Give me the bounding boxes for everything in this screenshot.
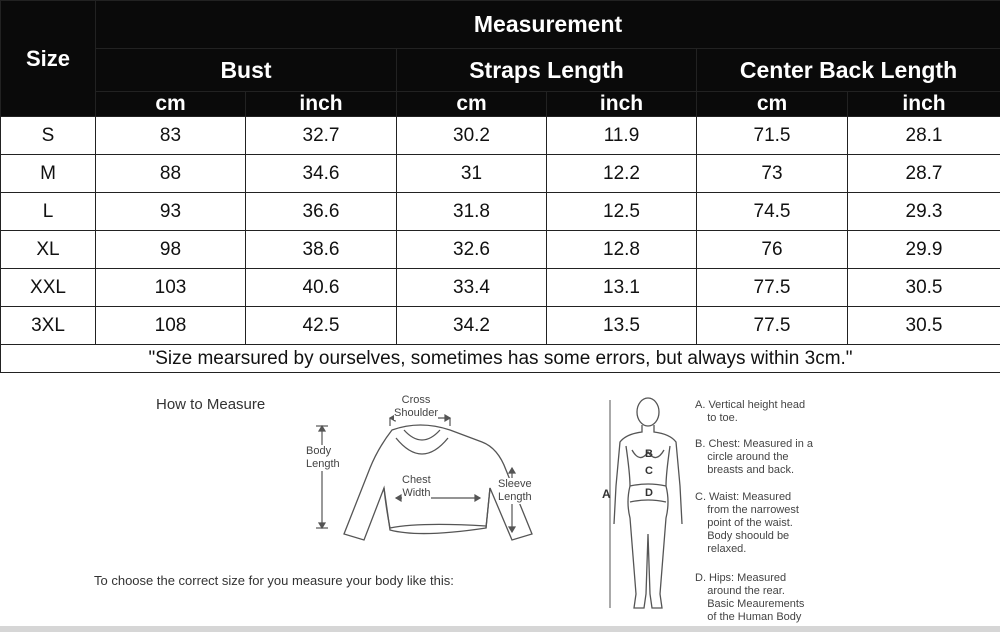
center-back-length-header: Center Back Length (697, 49, 1000, 92)
unit-header: cm (697, 92, 848, 117)
value-cell: 30.5 (848, 269, 1000, 307)
value-cell: 31 (397, 155, 547, 193)
value-cell: 30.5 (848, 307, 1000, 345)
sleeve-length-label: Sleeve Length (498, 478, 532, 503)
value-cell: 83 (96, 117, 246, 155)
measurement-note: "Size mearsured by ourselves, sometimes has some errors, but always within 3cm." (1, 345, 1000, 373)
value-cell: 31.8 (397, 193, 547, 231)
figure-letter-b: B (645, 448, 653, 460)
value-cell: 30.2 (397, 117, 547, 155)
size-cell: L (1, 193, 96, 231)
value-cell: 88 (96, 155, 246, 193)
measurement-header: Measurement (96, 1, 1000, 49)
value-cell: 42.5 (246, 307, 397, 345)
value-cell: 73 (697, 155, 848, 193)
value-cell: 36.6 (246, 193, 397, 231)
value-cell: 28.1 (848, 117, 1000, 155)
value-cell: 98 (96, 231, 246, 269)
value-cell: 12.2 (547, 155, 697, 193)
value-cell: 71.5 (697, 117, 848, 155)
size-cell: 3XL (1, 307, 96, 345)
value-cell: 28.7 (848, 155, 1000, 193)
value-cell: 74.5 (697, 193, 848, 231)
unit-header: inch (246, 92, 397, 117)
measure-note-b: B. Chest: Measured in a circle around the breasts and back. (695, 438, 814, 476)
value-cell: 33.4 (397, 269, 547, 307)
value-cell: 108 (96, 307, 246, 345)
unit-header: inch (848, 92, 1000, 117)
table-row (1, 155, 1000, 193)
value-cell: 12.5 (547, 193, 697, 231)
value-cell: 77.5 (697, 307, 848, 345)
chest-width-label: Chest Width (402, 474, 431, 499)
value-cell: 32.6 (397, 231, 547, 269)
value-cell: 93 (96, 193, 246, 231)
size-cell: XXL (1, 269, 96, 307)
value-cell: 32.7 (246, 117, 397, 155)
instruction-text: To choose the correct size for you measure your body like this: (94, 573, 454, 588)
value-cell: 40.6 (246, 269, 397, 307)
value-cell: 34.6 (246, 155, 397, 193)
body-length-label: Body Length (306, 445, 340, 470)
value-cell: 77.5 (697, 269, 848, 307)
size-header: Size (1, 1, 96, 117)
value-cell: 11.9 (547, 117, 697, 155)
value-cell: 13.5 (547, 307, 697, 345)
value-cell: 76 (697, 231, 848, 269)
figure-letter-c: C (645, 465, 653, 477)
size-cell: M (1, 155, 96, 193)
value-cell: 29.3 (848, 193, 1000, 231)
measure-note-c: C. Waist: Measured from the narrowest point of the waist. Body shoould be relaxed. (695, 491, 799, 555)
unit-header: cm (397, 92, 547, 117)
body-figure-illustration (596, 394, 696, 616)
table-row (1, 307, 1000, 345)
value-cell: 103 (96, 269, 246, 307)
size-cell: XL (1, 231, 96, 269)
straps-length-header: Straps Length (397, 49, 697, 92)
how-to-measure-title: How to Measure (156, 396, 266, 413)
measure-guide (0, 378, 1000, 632)
unit-header: cm (96, 92, 246, 117)
bottom-divider (0, 626, 1000, 632)
bust-header: Bust (96, 49, 397, 92)
value-cell: 29.9 (848, 231, 1000, 269)
table-row (1, 117, 1000, 155)
cross-shoulder-label: Cross Shoulder (394, 394, 439, 419)
value-cell: 13.1 (547, 269, 697, 307)
figure-letter-a: A (602, 487, 611, 501)
table-row (1, 231, 1000, 269)
table-row (1, 269, 1000, 307)
unit-header: inch (547, 92, 697, 117)
value-cell: 12.8 (547, 231, 697, 269)
figure-letter-d: D (645, 487, 653, 499)
value-cell: 38.6 (246, 231, 397, 269)
measure-note-d: D. Hips: Measured around the rear. Basic Meaurements of the Human Body (695, 572, 805, 623)
measure-note-a: A. Vertical height head to toe. (695, 399, 806, 424)
table-row (1, 193, 1000, 231)
value-cell: 34.2 (397, 307, 547, 345)
size-cell: S (1, 117, 96, 155)
